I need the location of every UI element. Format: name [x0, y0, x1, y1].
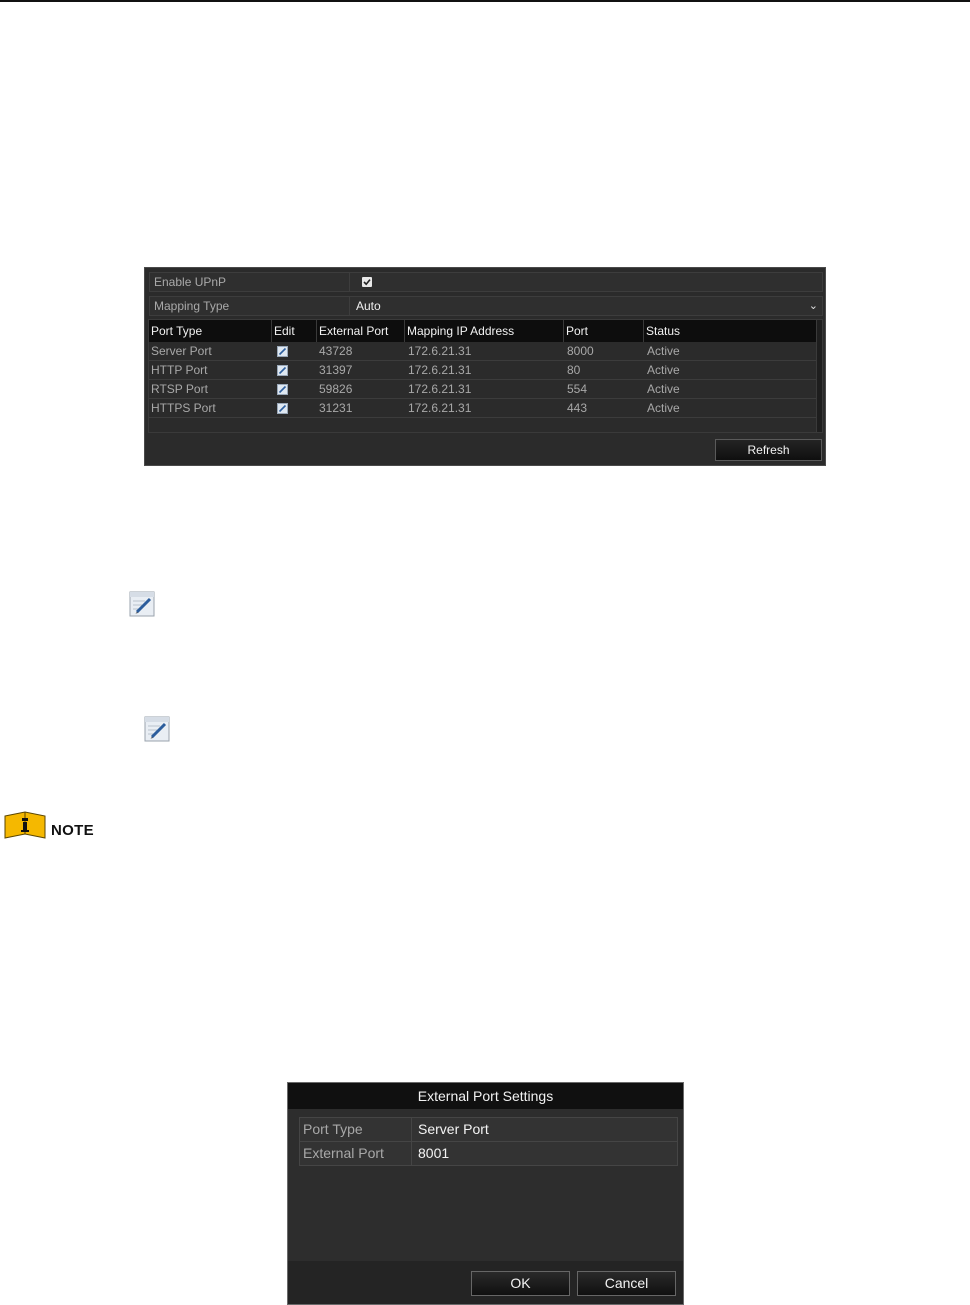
column-header-mapping-ip: Mapping IP Address: [405, 320, 564, 342]
edit-icon[interactable]: [277, 384, 288, 395]
port-mapping-table: [148, 319, 823, 433]
cell-mapping-ip: 172.6.21.31: [408, 401, 472, 415]
enable-upnp-label: Enable UPnP: [150, 273, 350, 291]
cancel-button[interactable]: Cancel: [577, 1271, 676, 1296]
table-scrollbar[interactable]: [816, 320, 822, 432]
cell-port: 8000: [567, 344, 594, 358]
table-header: [149, 320, 817, 342]
column-header-edit: Edit: [272, 320, 317, 342]
cell-status: Active: [647, 363, 680, 377]
table-row: [149, 361, 817, 380]
table-row: [149, 342, 817, 361]
dialog-title: External Port Settings: [288, 1083, 683, 1109]
note-label: NOTE: [51, 822, 94, 839]
mapping-type-row: [149, 296, 823, 316]
cell-mapping-ip: 172.6.21.31: [408, 344, 472, 358]
edit-icon[interactable]: [277, 403, 288, 414]
cell-port-type: HTTP Port: [151, 363, 208, 377]
mapping-type-label: Mapping Type: [150, 297, 350, 315]
column-header-external-port: External Port: [317, 320, 405, 342]
chevron-down-icon[interactable]: ⌄: [808, 300, 818, 312]
port-type-label: Port Type: [300, 1118, 412, 1141]
cell-port: 554: [567, 382, 588, 396]
cell-status: Active: [647, 382, 680, 396]
cell-port: 80: [567, 363, 581, 377]
column-header-status: Status: [646, 324, 681, 338]
external-port-label: External Port: [300, 1142, 412, 1165]
info-book-icon: [3, 810, 47, 840]
edit-icon: [129, 591, 155, 617]
external-port-input[interactable]: 8001: [418, 1145, 450, 1161]
cell-port-type: RTSP Port: [151, 382, 208, 396]
mapping-type-select[interactable]: Auto: [356, 299, 381, 313]
column-header-port-type: Port Type: [149, 320, 272, 342]
cell-port-type: Server Port: [151, 344, 212, 358]
edit-icon[interactable]: [277, 346, 288, 357]
table-row: [149, 399, 817, 418]
cell-external-port: 31231: [319, 401, 353, 415]
checkmark-icon: [363, 278, 371, 286]
column-header-port: Port: [564, 320, 644, 342]
cell-port: 443: [567, 401, 588, 415]
enable-upnp-checkbox[interactable]: [362, 277, 372, 287]
page-top-rule: [0, 0, 970, 2]
cell-mapping-ip: 172.6.21.31: [408, 363, 472, 377]
external-port-row: [299, 1141, 678, 1166]
dialog-footer: [288, 1261, 683, 1304]
cell-external-port: 43728: [319, 344, 353, 358]
external-port-settings-dialog: [287, 1082, 684, 1305]
enable-upnp-row: [149, 272, 823, 292]
ok-button[interactable]: OK: [471, 1271, 570, 1296]
port-type-value: Server Port: [418, 1121, 489, 1137]
cell-status: Active: [647, 344, 680, 358]
refresh-button[interactable]: Refresh: [715, 439, 822, 461]
cell-mapping-ip: 172.6.21.31: [408, 382, 472, 396]
cell-external-port: 59826: [319, 382, 353, 396]
port-type-row: [299, 1117, 678, 1142]
cell-port-type: HTTPS Port: [151, 401, 216, 415]
table-row: [149, 380, 817, 399]
cell-status: Active: [647, 401, 680, 415]
upnp-settings-panel: [144, 267, 826, 466]
edit-icon[interactable]: [277, 365, 288, 376]
cell-external-port: 31397: [319, 363, 353, 377]
edit-icon: [144, 716, 170, 742]
